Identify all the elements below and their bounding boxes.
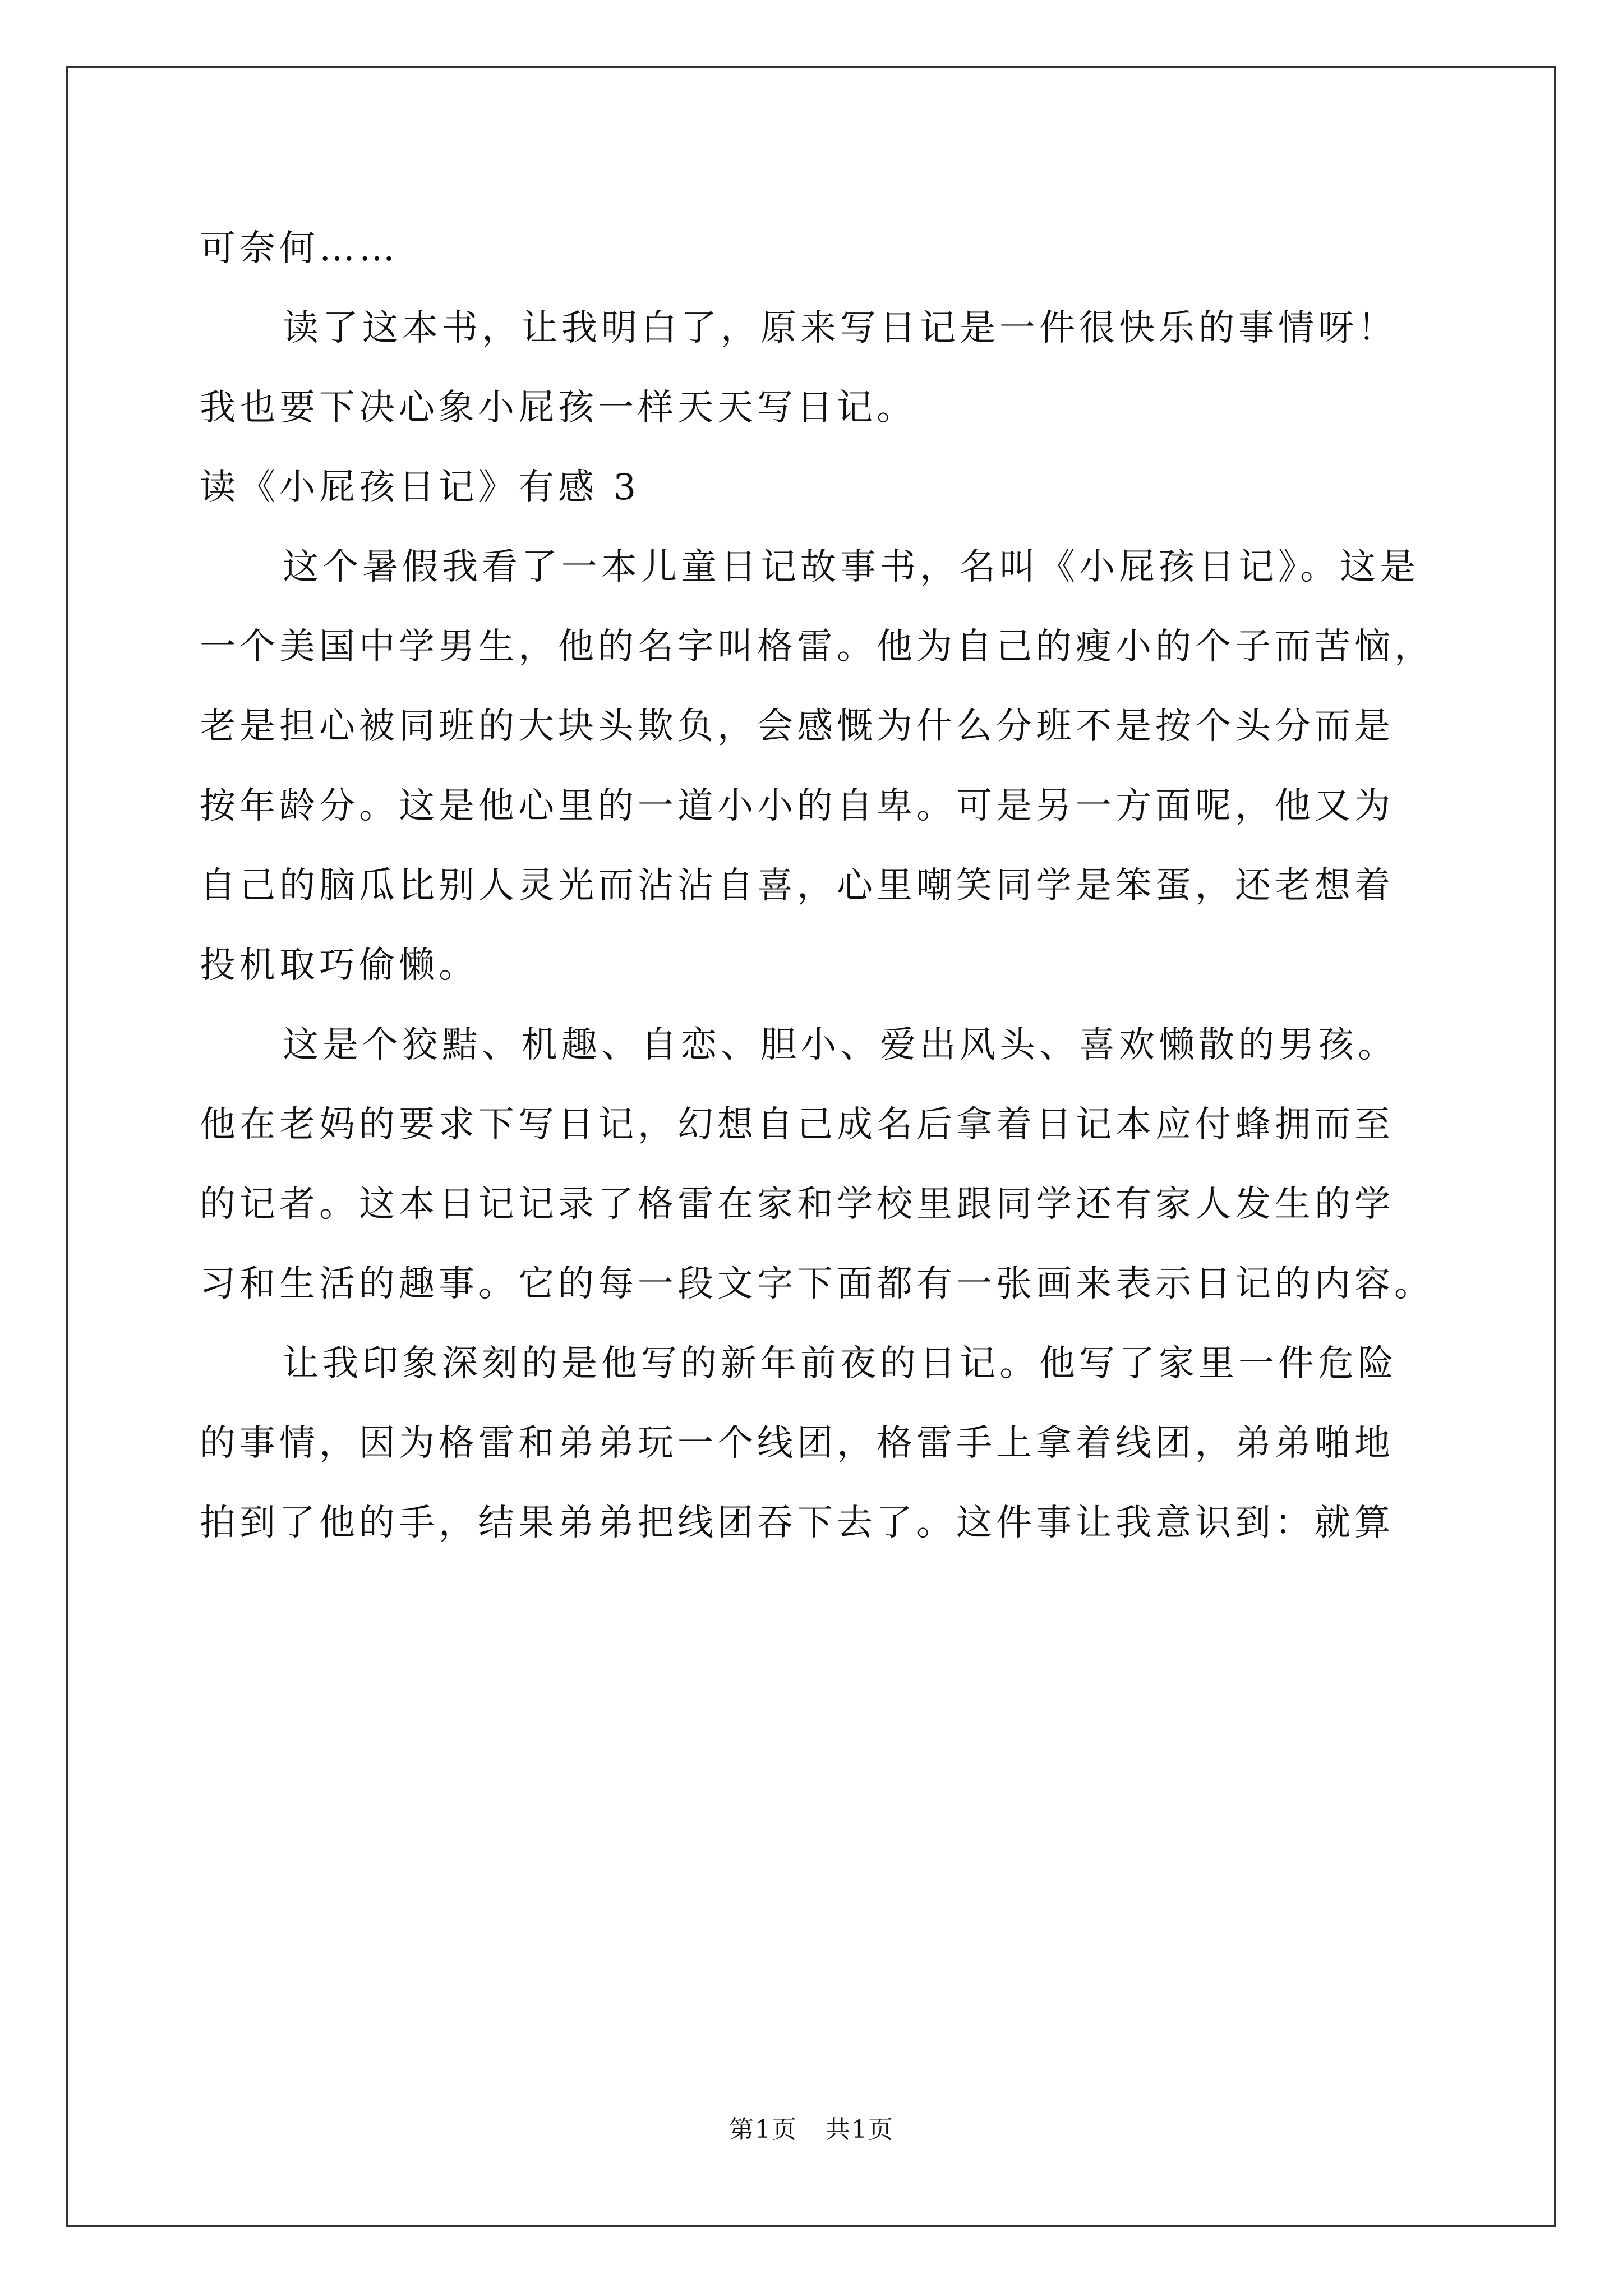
text-line: 让我印象深刻的是他写的新年前夜的日记。他写了家里一件危险 [283, 1343, 1398, 1384]
text-line: 读了这本书，让我明白了，原来写日记是一件很快乐的事情呀！ [283, 307, 1398, 349]
text-line: 他在老妈的要求下写日记，幻想自己成名后拿着日记本应付蜂拥而至 [200, 1104, 1394, 1145]
page-total: 共1页 [826, 2115, 894, 2144]
text-line: 这个暑假我看了一本儿童日记故事书，名叫《小屁孩日记》。这是 [283, 546, 1419, 588]
text-line: 投机取巧偷懒。 [200, 945, 478, 986]
page-footer [0, 2109, 1623, 2145]
text-line: 拍到了他的手，结果弟弟把线团吞下去了。这件事让我意识到：就算 [200, 1502, 1394, 1544]
text-line: 自己的脑瓜比别人灵光而沾沾自喜，心里嘲笑同学是笨蛋，还老想着 [200, 865, 1394, 907]
text-line: 一个美国中学男生，他的名字叫格雷。他为自己的瘦小的个子而苦恼， [200, 626, 1434, 668]
text-line: 老是担心被同班的大块头欺负，会感慨为什么分班不是按个头分而是 [200, 706, 1394, 747]
text-line: 的记者。这本日记记录了格雷在家和学校里跟同学还有家人发生的学 [200, 1184, 1394, 1225]
text-line: 的事情，因为格雷和弟弟玩一个线团，格雷手上拿着线团，弟弟啪地 [200, 1423, 1394, 1464]
page-number: 第1页 [729, 2115, 797, 2144]
text-line: 我也要下决心象小屁孩一样天天写日记。 [200, 387, 916, 429]
text-line: 按年龄分。这是他心里的一道小小的自卑。可是另一方面呢，他又为 [200, 785, 1394, 827]
document-body [200, 209, 1433, 1563]
text-line: 可奈何…… [200, 228, 399, 269]
text-line: 这是个狡黠、机趣、自恋、胆小、爱出风头、喜欢懒散的男孩。 [283, 1024, 1398, 1066]
section-heading: 读《小屁孩日记》有感 3 [200, 467, 640, 508]
text-line: 习和生活的趣事。它的每一段文字下面都有一张画来表示日记的内容。 [200, 1263, 1434, 1305]
